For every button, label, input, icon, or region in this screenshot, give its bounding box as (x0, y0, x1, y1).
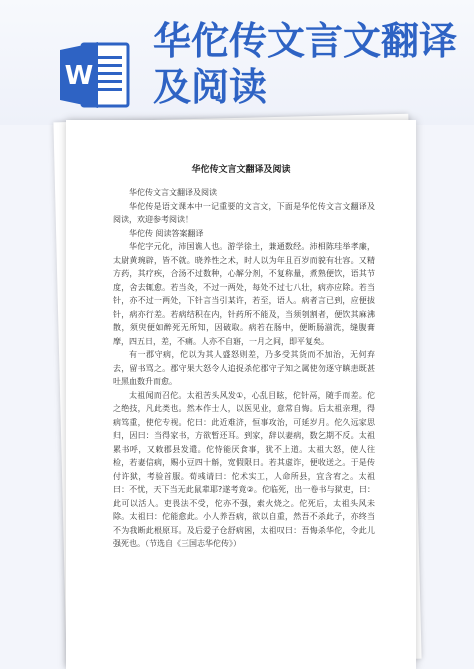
document-page (66, 120, 416, 669)
paragraph: 华佗传是语文课本中一记重要的文言文，下面是华佗传文言文翻译及阅读，欢迎参考阅读！ (113, 201, 375, 224)
banner-title: 华佗传文言文翻译及阅读 (153, 19, 458, 109)
paragraph: 有一郡守病，佗以为其人盛怒则差，乃多受其货而不加治，无何弃去，留书骂之。郡守果大怒令人追捉杀佗郡守子知之属使勿逐守瞋恚既甚吐黑血数升而愈。 (113, 350, 375, 386)
paragraph: 华佗字元化，沛国谯人也。游学徐土，兼通数经。沛相陈珪举孝廉，太尉黄琬辟，皆不就。晓养性之术，时人以为年且百岁而貌有壮容。又精方药，其疗疾，合汤不过数种，心解分剂，不复称量，煮熟便饮，语其节度，舍去辄愈。若当灸，不过一两处，每处不过七八壮，病亦应除。若当针，亦不过一两处，下针言当引某许，若至，语人。病者言已到，应便拔针，病亦行差。若病结积在内，针药所不能及，当须刳割者，便饮其麻沸散，须臾便如醉死无所知，因破取。病若在肠中，便断肠湔洗，缝腹膏摩，四五日，差，不痛。人亦不自寤，一月之间，即平复矣。 (113, 242, 375, 346)
document-title: 华佗传文言文翻译及阅读 (191, 165, 291, 175)
document-body (113, 186, 375, 551)
paragraph: 华佗传文言文翻译及阅读 (129, 188, 217, 197)
paragraph: 华佗传 阅读答案翻译 (129, 228, 204, 238)
header-banner (0, 0, 474, 125)
word-document-icon (58, 38, 130, 112)
paragraph: 太祖闻而召佗。太祖苦头风发①，心乱目眩，佗针鬲，随手而差。佗之绝技，凡此类也。然本作士人，以医见业，意常自悔。后太祖亲理，得病笃重，使佗专视。佗曰：此近难济，恒事攻治，可延岁月。佗久远家思归，因曰：当得家书，方欲暂还耳。到家，辞以妻病，数乞期不反。太祖累书呼，又敕郡县发遣。佗恃能厌食事，犹不上道。太祖大怒，使人往检，若妻信病，赐小豆四十斛，宽假限日。若其虚诈，便收送之。于是传付许狱，考验首服。荀彧请曰：佗术实工，人命所县，宜含宥之。太祖曰：不忧，天下当无此鼠辈耶?遂考竟②。佗临死，出一卷书与狱吏，曰：此可以活人。吏畏法不受，佗亦不强，索火烧之。佗死后，太祖头风未除。太祖曰：佗能愈此。小人养吾病，欲以自重，然吾不杀此子，亦终当不为我断此根原耳。及后爱子仓舒病困，太祖叹曰：吾悔杀华佗，令此儿强死也。（节选自《三国志华佗传》） (113, 390, 375, 548)
svg-text:W: W (64, 61, 94, 91)
